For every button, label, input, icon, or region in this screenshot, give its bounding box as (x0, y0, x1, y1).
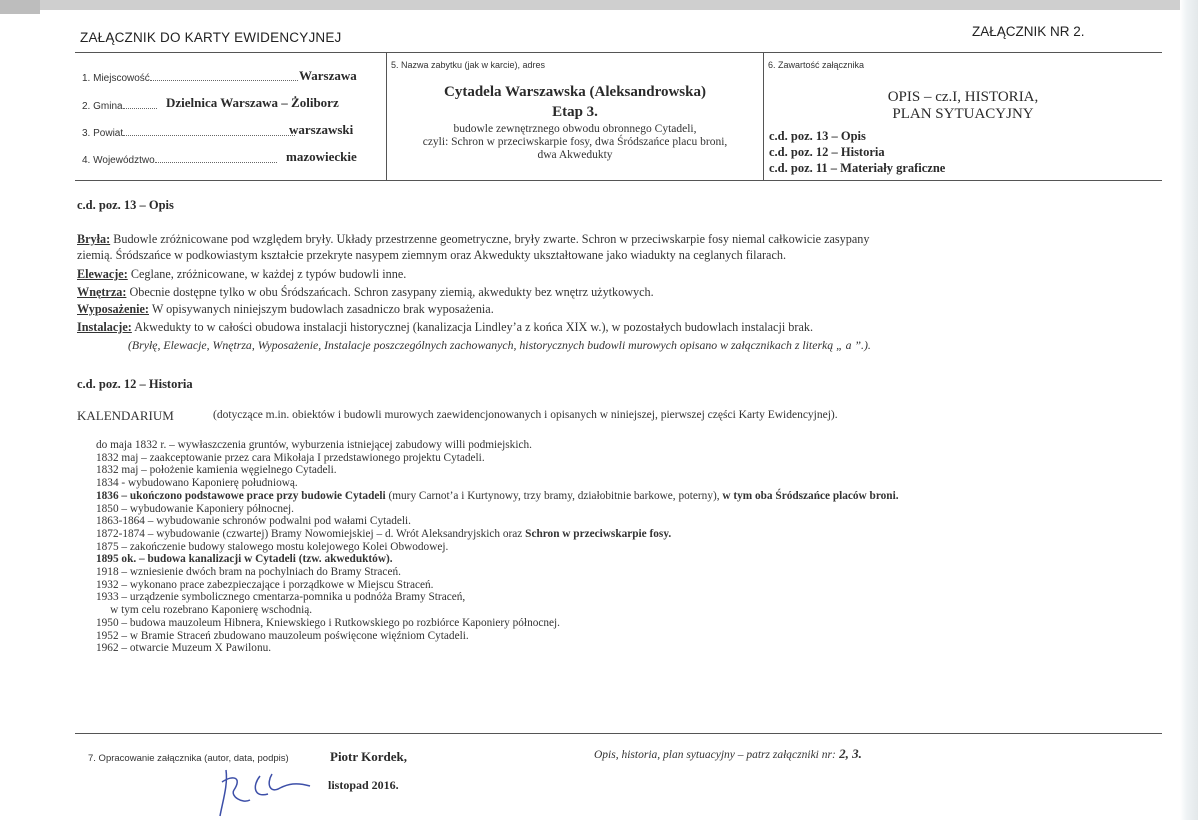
wnetrza-label: Wnętrza: (77, 285, 127, 299)
calendar-entry: 1950 – budowa mauzoleum Hibnera, Kniewskiego i Rutkowskiego po rozbiórce Kaponiery północnej. (96, 616, 561, 629)
field-wojewodztwo (82, 154, 277, 166)
footer-date: listopad 2016. (328, 778, 399, 792)
entry-1872-bold: Schron w przeciwskarpie fosy. (525, 527, 672, 540)
powiat-value: warszawski (289, 122, 354, 137)
gmina-value: Dzielnica Warszawa – Żoliborz (166, 95, 339, 110)
wnetrza-text: Obecnie dostępne tylko w obu Śródszańcach. Schron zasypany ziemią, akwedukty bez wnętrz użytkowych. (126, 285, 654, 299)
calendar-entry: 1832 maj – położenie kamienia węgielnego Cytadeli. (96, 464, 337, 477)
kalendarium-note: (dotyczące m.in. obiektów i budowli murowych zaewidencjonowanych i opisanych w niniejszej, pierwszej części Karty Ewidencyjnej). (213, 409, 838, 421)
footer-author-label: 7. Opracowanie załącznika (autor, data, podpis) (88, 753, 289, 764)
scan-top-edge (0, 0, 1198, 10)
footer-author: Piotr Kordek, (330, 749, 408, 764)
calendar-entry-1836 (96, 490, 899, 503)
calendar-entry: 1952 – w Bramie Straceń zbudowano mauzoleum poświęcone więźniom Cytadeli. (96, 629, 469, 642)
monument-label: 5. Nazwa zabytku (jak w karcie), adres (391, 60, 546, 70)
miejscowosc-value: Warszawa (299, 68, 357, 83)
header-left-title: ZAŁĄCZNIK DO KARTY EWIDENCYJNEJ (80, 30, 342, 45)
elewacje-text: Ceglane, zróżnicowane, w każdej z typów budowli inne. (127, 267, 407, 281)
scan-right-edge (1180, 0, 1198, 820)
gmina-label: 2. Gmina (82, 101, 123, 112)
monument-desc-line: czyli: Schron w przeciwskarpie fosy, dwa Śródszańce placu broni, (422, 136, 728, 148)
contents-title-2: PLAN SYTUACYJNY (892, 106, 1034, 122)
opis-instalacje (77, 320, 813, 335)
wyposazenie-label: Wyposażenie: (77, 302, 149, 316)
miejscowosc-label: 1. Miejscowość (82, 73, 150, 84)
table-top-border (75, 52, 1162, 53)
entry-1836-end: w tym oba Śródszańce placów broni. (722, 489, 899, 502)
calendar-entry: 1834 - wybudowano Kaponierę południową. (96, 477, 298, 490)
entry-1872-text: 1872-1874 – wybudowanie (czwartej) Bramy Nowomiejskiej – d. Wrót Aleksandryjskich oraz (96, 527, 526, 540)
calendar-entry: 1918 – wzniesienie dwóch bram na pochylniach do Bramy Straceń. (96, 566, 401, 579)
calendar-list (96, 439, 899, 655)
instalacje-label: Instalacje: (77, 320, 132, 334)
calendar-entry: 1863-1864 – wybudowanie schronów podwalni pod wałami Cytadeli. (96, 515, 412, 528)
elewacje-label: Elewacje: (77, 267, 128, 281)
calendar-entry: 1932 – wykonano prace zabezpieczające i porządkowe w Miejscu Straceń. (96, 578, 434, 591)
wyposazenie-text: W opisywanych niniejszym budowlach zasadniczo brak wyposażenia. (149, 302, 494, 316)
contents-item: c.d. poz. 12 – Historia (769, 145, 885, 159)
footer-border (75, 733, 1162, 734)
historia-heading: c.d. poz. 12 – Historia (77, 377, 193, 391)
calendar-entry: w tym celu rozebrano Kaponierę wschodnią. (96, 604, 313, 617)
footer-ref (594, 746, 862, 762)
contents-title-1: OPIS – cz.I, HISTORIA, (887, 89, 1039, 105)
calendar-entry: do maja 1832 r. – wywłaszczenia gruntów, wyburzenia istniejącej zabudowy willi podmiejskich. (96, 439, 532, 451)
opis-bryla (77, 232, 869, 247)
calendar-entry-1872 (96, 528, 899, 541)
monument-name: Cytadela Warszawska (Aleksandrowska) (444, 84, 706, 100)
monument-stage: Etap 3. (552, 104, 598, 120)
contents-item: c.d. poz. 11 – Materiały graficzne (769, 161, 946, 175)
calendar-entry: 1832 maj – zaakceptowanie przez cara Mikołaja I przedstawionego projektu Cytadeli. (96, 451, 485, 464)
calendar-entry: 1962 – otwarcie Muzeum X Pawilonu. (96, 642, 272, 655)
wojewodztwo-label: 4. Województwo (82, 155, 155, 166)
monument-description (387, 123, 763, 162)
contents-items (769, 128, 945, 176)
field-gmina (82, 100, 157, 112)
entry-1836-bold: 1836 – ukończono podstawowe prace przy budowie Cytadeli (96, 489, 386, 502)
opis-heading: c.d. poz. 13 – Opis (77, 198, 174, 212)
opis-bryla-cont: ziemią. Śródszańce w podkowiastym kształcie przekryte nasypem ziemnym oraz Akwedukty ukształtowane jako wiadukty na ceglanych filarach. (77, 248, 786, 262)
scan-corner (0, 0, 40, 14)
calendar-entry: 1875 – zakończenie budowy stalowego mostu kolejowego Kolei Obwodowej. (96, 540, 449, 553)
powiat-label: 3. Powiat (82, 128, 124, 139)
field-powiat (82, 127, 295, 139)
kalendarium-title: KALENDARIUM (77, 408, 174, 423)
contents-label: 6. Zawartość załącznika (768, 60, 865, 70)
opis-wnetrza (77, 285, 654, 300)
entry-1836-mid: (mury Carnot’a i Kurtynowy, trzy bramy, działobitnie barkowe, poterny), (385, 489, 723, 502)
bryla-text: Budowle zróżnicowane pod względem bryły. Układy przestrzenne geometryczne, bryły zwarte. Schron w przeciwskarpie fosy niemal całkowicie zasypany (110, 232, 870, 246)
signature-mark (208, 760, 318, 818)
opis-wyposazenie (77, 302, 494, 317)
table-bottom-border (75, 180, 1162, 181)
contents-item: c.d. poz. 13 – Opis (769, 129, 866, 143)
instalacje-text: Akwedukty to w całości obudowa instalacji historycznej (kanalizacja Lindley’a z końca XIX w.), w pozostałych budowlach instalacji brak. (131, 320, 813, 334)
monument-desc-line: budowle zewnętrznego obwodu obronnego Cytadeli, (453, 123, 697, 135)
calendar-entry: 1933 – urządzenie symbolicznego cmentarza-pomnika u podnóża Bramy Straceń, (96, 591, 466, 604)
opis-elewacje (77, 267, 406, 282)
opis-note: (Bryłę, Elewacje, Wnętrza, Wyposażenie, Instalacje poszczególnych zachowanych, historycznych budowli murowych opisano w załącznikach z literką „ a ”.). (128, 338, 871, 352)
calendar-entry: 1895 ok. – budowa kanalizacji w Cytadeli (tzw. akweduktów). (96, 553, 393, 566)
footer-ref-text: Opis, historia, plan sytuacyjny – patrz załączniki nr: (594, 749, 836, 761)
header-right-title: ZAŁĄCZNIK NR 2. (972, 24, 1085, 39)
calendar-entry: 1850 – wybudowanie Kaponiery północnej. (96, 502, 294, 515)
bryla-label: Bryła: (77, 232, 111, 246)
field-miejscowosc (82, 72, 298, 84)
footer-ref-nums: 2, 3. (835, 746, 862, 761)
monument-desc-line: dwa Akwedukty (537, 149, 613, 161)
wojewodztwo-value: mazowieckie (286, 149, 357, 164)
